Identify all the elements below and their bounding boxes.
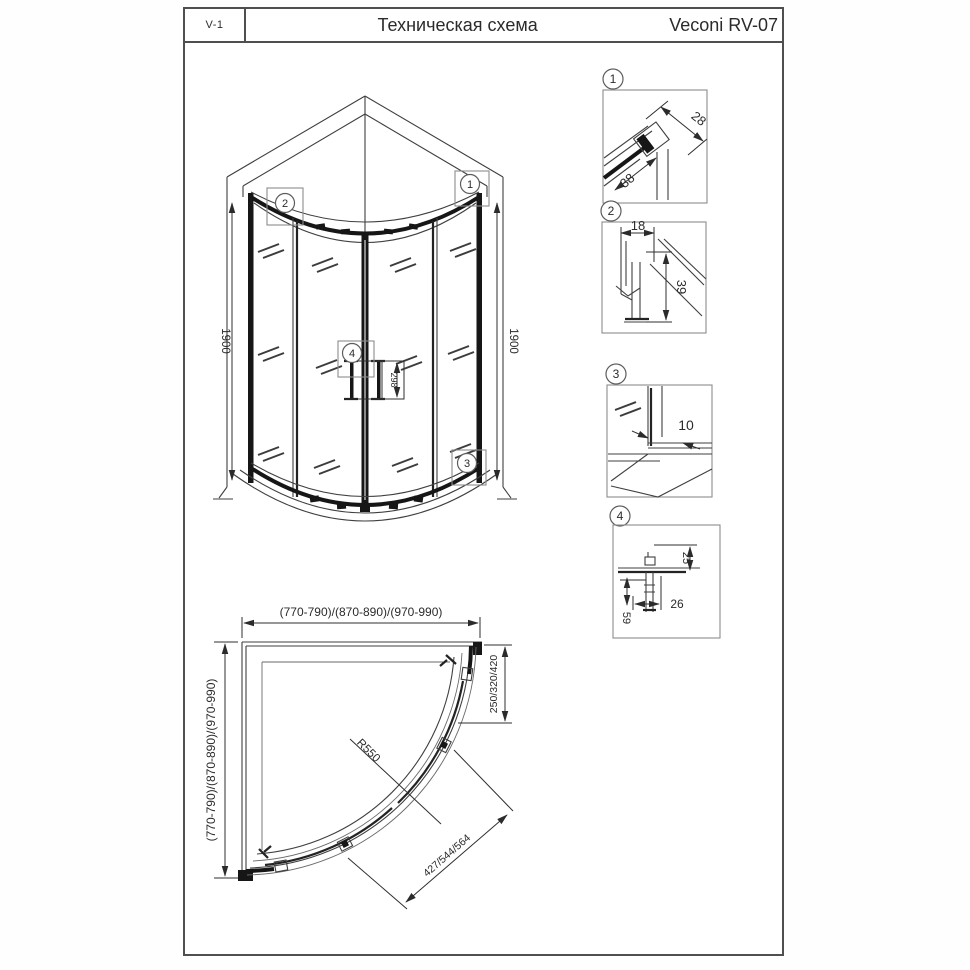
- dim-plan-width: [242, 605, 480, 638]
- marker-2-label: 2: [281, 198, 289, 210]
- dim-height-left: [219, 203, 232, 480]
- plan-view-drawing: [204, 605, 513, 909]
- sheet-code: V-1: [185, 9, 246, 41]
- detail-1-dim-38: 38: [616, 170, 638, 191]
- dim-height-right-label: 1900: [507, 328, 519, 354]
- dim-plan-depth: [204, 642, 238, 878]
- dim-plan-depth-label: (770-790)/(870-890)/(970-990): [204, 678, 218, 842]
- dim-plan-chord: [348, 750, 513, 909]
- detail-4-dim-59: 59: [620, 611, 632, 625]
- dim-height-right: [497, 203, 519, 480]
- dim-plan-radius-label: R550: [354, 736, 383, 765]
- detail-3-number: 3: [612, 367, 620, 381]
- detail-1-dim-28: 28: [688, 108, 710, 129]
- detail-4-number: 4: [616, 509, 624, 523]
- marker-3-label: 3: [463, 458, 471, 470]
- marker-1-label: 1: [466, 179, 474, 191]
- marker-4-label: 4: [348, 348, 356, 360]
- detail-2-dim-18: 18: [630, 218, 646, 233]
- detail-4-dim-26: 26: [670, 597, 684, 611]
- dim-plan-chord-label: 427/544/564: [421, 832, 474, 880]
- detail-1: [603, 69, 709, 203]
- dim-plan-radius: [350, 737, 441, 824]
- detail-2-number: 2: [607, 204, 615, 218]
- sheet-title: Техническая схема: [377, 14, 538, 35]
- detail-2: [601, 201, 706, 333]
- detail-3: [606, 364, 712, 497]
- detail-3-dim-10: 10: [678, 417, 694, 433]
- dim-height-left-label: 1900: [219, 328, 231, 354]
- detail-2-dim-39: 39: [674, 279, 689, 295]
- front-view-drawing: [213, 96, 519, 521]
- detail-1-number: 1: [609, 72, 617, 86]
- dim-plan-width-label: (770-790)/(870-890)/(970-990): [279, 605, 443, 619]
- detail-4-dim-25: 25: [680, 551, 692, 565]
- dim-plan-entry-label: 250/320/420: [488, 654, 500, 714]
- dim-handle-label: 298: [389, 372, 399, 388]
- marker-4: [338, 341, 374, 377]
- detail-4: [610, 506, 720, 638]
- product-name: Veconi RV-07: [669, 14, 778, 35]
- door-stoppers: [274, 667, 473, 872]
